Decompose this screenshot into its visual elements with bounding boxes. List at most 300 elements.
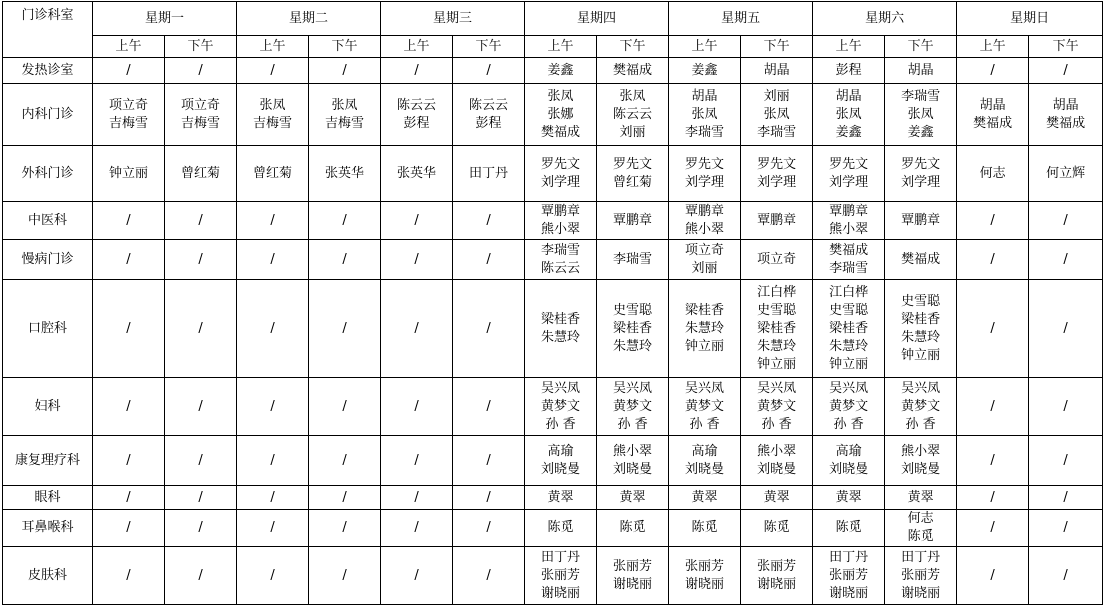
doctor-name: 何立辉	[1046, 165, 1086, 181]
schedule-cell	[741, 486, 813, 510]
schedule-cell	[525, 84, 597, 146]
schedule-cell	[813, 84, 885, 146]
schedule-cell	[453, 58, 525, 84]
schedule-cell	[453, 547, 525, 605]
doctor-name: 熊小翠	[757, 443, 797, 459]
no-service-mark: /	[270, 212, 275, 228]
doctor-name: 刘学理	[901, 174, 941, 190]
am-header: 上午	[669, 36, 741, 58]
schedule-cell	[165, 202, 237, 240]
doctor-name: 黄梦文	[757, 398, 797, 414]
schedule-cell	[669, 146, 741, 202]
doctor-name: 陈觅	[547, 520, 574, 535]
schedule-cell	[1029, 378, 1103, 436]
schedule-cell	[813, 58, 885, 84]
schedule-cell	[885, 486, 957, 510]
no-service-mark: /	[486, 520, 491, 535]
schedule-cell	[93, 436, 165, 486]
schedule-cell	[453, 240, 525, 280]
am-header: 上午	[237, 36, 309, 58]
doctor-name: 朱慧玲	[613, 338, 653, 354]
schedule-cell	[597, 436, 669, 486]
doctor-name: 李瑞雪	[613, 251, 653, 267]
schedule-cell	[309, 436, 381, 486]
schedule-cell	[1029, 436, 1103, 486]
no-service-mark: /	[486, 251, 491, 267]
doctor-name: 田丁丹	[469, 165, 509, 181]
schedule-cell	[597, 146, 669, 202]
doctor-name: 刘学理	[757, 174, 797, 190]
no-service-mark: /	[990, 489, 995, 505]
no-service-mark: /	[342, 489, 347, 505]
doctor-name: 钟立丽	[685, 338, 725, 354]
no-service-mark: /	[990, 251, 995, 267]
doctor-name: 熊小翠	[613, 443, 653, 459]
no-service-mark: /	[270, 452, 275, 468]
no-service-mark: /	[126, 520, 131, 535]
doctor-name: 钟立丽	[108, 165, 148, 181]
schedule-cell	[237, 240, 309, 280]
schedule-cell	[1029, 280, 1103, 378]
schedule-cell	[237, 58, 309, 84]
no-service-mark: /	[198, 62, 203, 78]
doctor-name: 黄翠	[763, 489, 790, 505]
schedule-cell	[957, 240, 1029, 280]
doctor-name: 梁桂香	[685, 302, 725, 318]
no-service-mark: /	[198, 398, 203, 414]
schedule-cell	[741, 280, 813, 378]
no-service-mark: /	[414, 520, 419, 535]
doctor-name: 张凤	[835, 106, 862, 122]
doctor-name: 陈云云	[613, 106, 653, 122]
doctor-name: 谢晓丽	[757, 576, 797, 592]
doctor-name: 谢晓丽	[901, 585, 941, 601]
doctor-name: 陈觅	[763, 520, 790, 535]
schedule-cell	[885, 146, 957, 202]
no-service-mark: /	[414, 489, 419, 505]
doctor-name: 彭程	[835, 62, 862, 78]
doctor-name: 吴兴凤	[757, 380, 797, 396]
schedule-cell	[453, 84, 525, 146]
department-name: 眼科	[3, 486, 93, 510]
no-service-mark: /	[486, 212, 491, 228]
no-service-mark: /	[270, 62, 275, 78]
schedule-cell	[741, 510, 813, 547]
doctor-name: 黄翠	[835, 489, 862, 505]
doctor-name: 刘晓曼	[613, 461, 653, 477]
schedule-cell	[165, 510, 237, 547]
doctor-name: 姜鑫	[691, 62, 718, 78]
schedule-cell	[309, 58, 381, 84]
doctor-name: 何志	[979, 165, 1006, 181]
schedule-cell	[93, 84, 165, 146]
department-name: 耳鼻喉科	[3, 510, 93, 547]
doctor-name: 朱慧玲	[829, 338, 869, 354]
doctor-name: 黄翠	[907, 489, 934, 505]
doctor-name: 樊福成	[973, 115, 1013, 131]
doctor-name: 刘晓曼	[757, 461, 797, 477]
no-service-mark: /	[486, 489, 491, 505]
schedule-cell	[165, 240, 237, 280]
doctor-name: 孙 香	[689, 416, 720, 432]
doctor-name: 钟立丽	[901, 347, 941, 363]
no-service-mark: /	[198, 320, 203, 336]
department-name: 内科门诊	[3, 84, 93, 146]
doctor-name: 黄翠	[547, 489, 574, 505]
no-service-mark: /	[342, 62, 347, 78]
doctor-name: 刘晓曼	[901, 461, 941, 477]
doctor-name: 刘丽	[619, 124, 646, 140]
doctor-name: 项立奇	[181, 97, 221, 113]
doctor-name: 项立奇	[685, 242, 725, 258]
schedule-cell	[885, 240, 957, 280]
schedule-cell	[813, 146, 885, 202]
no-service-mark: /	[1063, 320, 1068, 336]
doctor-name: 刘学理	[541, 174, 581, 190]
schedule-row	[3, 146, 1103, 202]
doctor-name: 张丽芳	[541, 567, 581, 583]
schedule-cell	[309, 510, 381, 547]
clinic-schedule-table	[2, 1, 1103, 605]
doctor-name: 罗先文	[685, 156, 725, 172]
doctor-name: 谢晓丽	[541, 585, 581, 601]
department-name: 外科门诊	[3, 146, 93, 202]
am-header: 上午	[525, 36, 597, 58]
no-service-mark: /	[126, 398, 131, 414]
schedule-cell	[165, 378, 237, 436]
no-service-mark: /	[270, 489, 275, 505]
schedule-cell	[93, 378, 165, 436]
doctor-name: 姜鑫	[547, 62, 574, 78]
schedule-cell	[525, 486, 597, 510]
department-name: 口腔科	[3, 280, 93, 378]
schedule-cell	[597, 280, 669, 378]
doctor-name: 高瑜	[691, 443, 718, 459]
doctor-name: 孙 香	[617, 416, 648, 432]
schedule-cell	[1029, 510, 1103, 547]
no-service-mark: /	[270, 520, 275, 535]
no-service-mark: /	[198, 212, 203, 228]
doctor-name: 罗先文	[541, 156, 581, 172]
schedule-cell	[885, 378, 957, 436]
doctor-name: 陈觅	[835, 520, 862, 535]
schedule-cell	[165, 146, 237, 202]
doctor-name: 梁桂香	[541, 311, 581, 327]
doctor-name: 项立奇	[108, 97, 148, 113]
doctor-name: 胡晶	[835, 88, 862, 104]
schedule-cell	[957, 547, 1029, 605]
no-service-mark: /	[486, 452, 491, 468]
schedule-cell	[453, 146, 525, 202]
doctor-name: 樊福成	[901, 251, 941, 267]
no-service-mark: /	[1063, 251, 1068, 267]
no-service-mark: /	[342, 398, 347, 414]
schedule-cell	[165, 486, 237, 510]
schedule-cell	[525, 202, 597, 240]
doctor-name: 李瑞雪	[757, 124, 797, 140]
schedule-cell	[165, 280, 237, 378]
doctor-name: 何志	[907, 511, 934, 526]
doctor-name: 田丁丹	[901, 549, 941, 565]
doctor-name: 彭程	[475, 115, 502, 131]
doctor-name: 梁桂香	[829, 320, 869, 336]
doctor-name: 姜鑫	[907, 124, 934, 140]
department-name: 妇科	[3, 378, 93, 436]
schedule-cell	[237, 547, 309, 605]
doctor-name: 曾红菊	[613, 174, 653, 190]
schedule-cell	[93, 547, 165, 605]
schedule-row	[3, 280, 1103, 378]
schedule-cell	[957, 146, 1029, 202]
schedule-cell	[93, 510, 165, 547]
schedule-cell	[237, 510, 309, 547]
doctor-name: 胡晶	[1052, 97, 1079, 113]
schedule-cell	[165, 84, 237, 146]
doctor-name: 钟立丽	[757, 356, 797, 372]
schedule-cell	[309, 547, 381, 605]
no-service-mark: /	[990, 212, 995, 228]
doctor-name: 李瑞雪	[901, 88, 941, 104]
doctor-name: 刘晓曼	[829, 461, 869, 477]
schedule-cell	[597, 547, 669, 605]
doctor-name: 刘丽	[691, 260, 718, 276]
schedule-cell	[381, 547, 453, 605]
schedule-cell	[309, 202, 381, 240]
schedule-cell	[237, 146, 309, 202]
schedule-cell	[885, 58, 957, 84]
schedule-cell	[669, 486, 741, 510]
schedule-cell	[525, 436, 597, 486]
schedule-cell	[1029, 146, 1103, 202]
schedule-cell	[885, 202, 957, 240]
doctor-name: 谢晓丽	[829, 585, 869, 601]
schedule-row	[3, 202, 1103, 240]
no-service-mark: /	[126, 212, 131, 228]
doctor-name: 吉梅雪	[325, 115, 365, 131]
doctor-name: 刘晓曼	[685, 461, 725, 477]
schedule-cell	[741, 58, 813, 84]
schedule-cell	[885, 510, 957, 547]
doctor-name: 陈觅	[691, 520, 718, 535]
am-header: 上午	[813, 36, 885, 58]
doctor-name: 樊福成	[541, 124, 581, 140]
am-header: 上午	[93, 36, 165, 58]
schedule-cell	[957, 280, 1029, 378]
schedule-cell	[93, 58, 165, 84]
doctor-name: 罗先文	[829, 156, 869, 172]
doctor-name: 樊福成	[1046, 115, 1086, 131]
doctor-name: 曾红菊	[181, 165, 221, 181]
doctor-name: 梁桂香	[757, 320, 797, 336]
schedule-cell	[1029, 84, 1103, 146]
no-service-mark: /	[1063, 567, 1068, 583]
schedule-cell	[309, 378, 381, 436]
schedule-cell	[93, 486, 165, 510]
doctor-name: 梁桂香	[613, 320, 653, 336]
doctor-name: 黄梦文	[829, 398, 869, 414]
doctor-name: 张英华	[325, 165, 365, 181]
doctor-name: 李瑞雪	[685, 124, 725, 140]
no-service-mark: /	[198, 489, 203, 505]
doctor-name: 熊小翠	[829, 221, 869, 237]
schedule-cell	[237, 486, 309, 510]
doctor-name: 黄梦文	[685, 398, 725, 414]
am-header: 上午	[381, 36, 453, 58]
schedule-cell	[813, 486, 885, 510]
no-service-mark: /	[486, 567, 491, 583]
no-service-mark: /	[126, 489, 131, 505]
pm-header: 下午	[597, 36, 669, 58]
doctor-name: 覃鹏章	[829, 203, 869, 219]
day-header: 星期五	[669, 2, 813, 36]
no-service-mark: /	[198, 251, 203, 267]
schedule-cell	[237, 280, 309, 378]
day-header: 星期四	[525, 2, 669, 36]
schedule-cell	[1029, 58, 1103, 84]
doctor-name: 张凤	[763, 106, 790, 122]
schedule-row	[3, 240, 1103, 280]
no-service-mark: /	[414, 212, 419, 228]
doctor-name: 刘学理	[829, 174, 869, 190]
schedule-cell	[813, 510, 885, 547]
schedule-row	[3, 486, 1103, 510]
doctor-name: 陈云云	[469, 97, 509, 113]
schedule-cell	[669, 378, 741, 436]
schedule-cell	[885, 84, 957, 146]
doctor-name: 覃鹏章	[685, 203, 725, 219]
doctor-name: 朱慧玲	[685, 320, 725, 336]
doctor-name: 张凤	[259, 97, 286, 113]
doctor-name: 熊小翠	[901, 443, 941, 459]
doctor-name: 陈云云	[397, 97, 437, 113]
doctor-name: 樊福成	[613, 62, 653, 78]
schedule-cell	[669, 436, 741, 486]
schedule-cell	[381, 486, 453, 510]
schedule-cell	[813, 240, 885, 280]
pm-header: 下午	[1029, 36, 1103, 58]
no-service-mark: /	[486, 62, 491, 78]
doctor-name: 姜鑫	[835, 124, 862, 140]
no-service-mark: /	[126, 452, 131, 468]
schedule-cell	[309, 240, 381, 280]
schedule-cell	[885, 547, 957, 605]
doctor-name: 梁桂香	[901, 311, 941, 327]
doctor-name: 田丁丹	[541, 549, 581, 565]
day-header: 星期三	[381, 2, 525, 36]
schedule-cell	[885, 280, 957, 378]
department-name: 康复理疗科	[3, 436, 93, 486]
no-service-mark: /	[990, 567, 995, 583]
schedule-cell	[813, 436, 885, 486]
no-service-mark: /	[198, 520, 203, 535]
doctor-name: 谢晓丽	[685, 576, 725, 592]
schedule-cell	[453, 202, 525, 240]
schedule-cell	[93, 202, 165, 240]
no-service-mark: /	[990, 452, 995, 468]
no-service-mark: /	[198, 452, 203, 468]
doctor-name: 罗先文	[901, 156, 941, 172]
schedule-cell	[237, 378, 309, 436]
pm-header: 下午	[165, 36, 237, 58]
no-service-mark: /	[342, 452, 347, 468]
schedule-row	[3, 510, 1103, 547]
doctor-name: 陈云云	[541, 260, 581, 276]
schedule-cell	[165, 436, 237, 486]
doctor-name: 史雪聪	[757, 302, 797, 318]
schedule-cell	[453, 486, 525, 510]
schedule-cell	[309, 280, 381, 378]
no-service-mark: /	[414, 452, 419, 468]
doctor-name: 张凤	[547, 88, 574, 104]
no-service-mark: /	[414, 567, 419, 583]
doctor-name: 张丽芳	[613, 558, 653, 574]
schedule-cell	[309, 486, 381, 510]
schedule-cell	[597, 486, 669, 510]
schedule-cell	[741, 378, 813, 436]
schedule-cell	[381, 146, 453, 202]
no-service-mark: /	[414, 62, 419, 78]
doctor-name: 孙 香	[905, 416, 936, 432]
doctor-name: 张英华	[397, 165, 437, 181]
schedule-cell	[669, 280, 741, 378]
doctor-name: 张丽芳	[685, 558, 725, 574]
doctor-name: 钟立丽	[829, 356, 869, 372]
department-name: 皮肤科	[3, 547, 93, 605]
schedule-cell	[309, 84, 381, 146]
doctor-name: 高瑜	[835, 443, 862, 459]
schedule-cell	[525, 280, 597, 378]
schedule-cell	[237, 436, 309, 486]
doctor-name: 孙 香	[545, 416, 576, 432]
no-service-mark: /	[990, 398, 995, 414]
schedule-cell	[957, 486, 1029, 510]
doctor-name: 覃鹏章	[757, 212, 797, 228]
doctor-name: 吴兴凤	[541, 380, 581, 396]
schedule-cell	[597, 84, 669, 146]
schedule-cell	[957, 378, 1029, 436]
doctor-name: 史雪聪	[901, 293, 941, 309]
schedule-cell	[453, 510, 525, 547]
schedule-cell	[525, 240, 597, 280]
doctor-name: 胡晶	[763, 62, 790, 78]
no-service-mark: /	[1063, 452, 1068, 468]
doctor-name: 吴兴凤	[613, 380, 653, 396]
doctor-name: 吉梅雪	[253, 115, 293, 131]
doctor-name: 罗先文	[613, 156, 653, 172]
schedule-row	[3, 84, 1103, 146]
schedule-cell	[1029, 240, 1103, 280]
doctor-name: 张丽芳	[901, 567, 941, 583]
doctor-name: 胡晶	[979, 97, 1006, 113]
schedule-cell	[741, 202, 813, 240]
no-service-mark: /	[1063, 520, 1068, 535]
session-header-row	[3, 36, 1103, 58]
doctor-name: 胡晶	[907, 62, 934, 78]
doctor-name: 张凤	[619, 88, 646, 104]
doctor-name: 田丁丹	[829, 549, 869, 565]
pm-header: 下午	[741, 36, 813, 58]
department-name: 中医科	[3, 202, 93, 240]
department-name: 慢病门诊	[3, 240, 93, 280]
no-service-mark: /	[990, 62, 995, 78]
schedule-cell	[381, 280, 453, 378]
no-service-mark: /	[1063, 398, 1068, 414]
schedule-cell	[381, 84, 453, 146]
no-service-mark: /	[414, 320, 419, 336]
no-service-mark: /	[342, 320, 347, 336]
no-service-mark: /	[270, 398, 275, 414]
day-header: 星期二	[237, 2, 381, 36]
